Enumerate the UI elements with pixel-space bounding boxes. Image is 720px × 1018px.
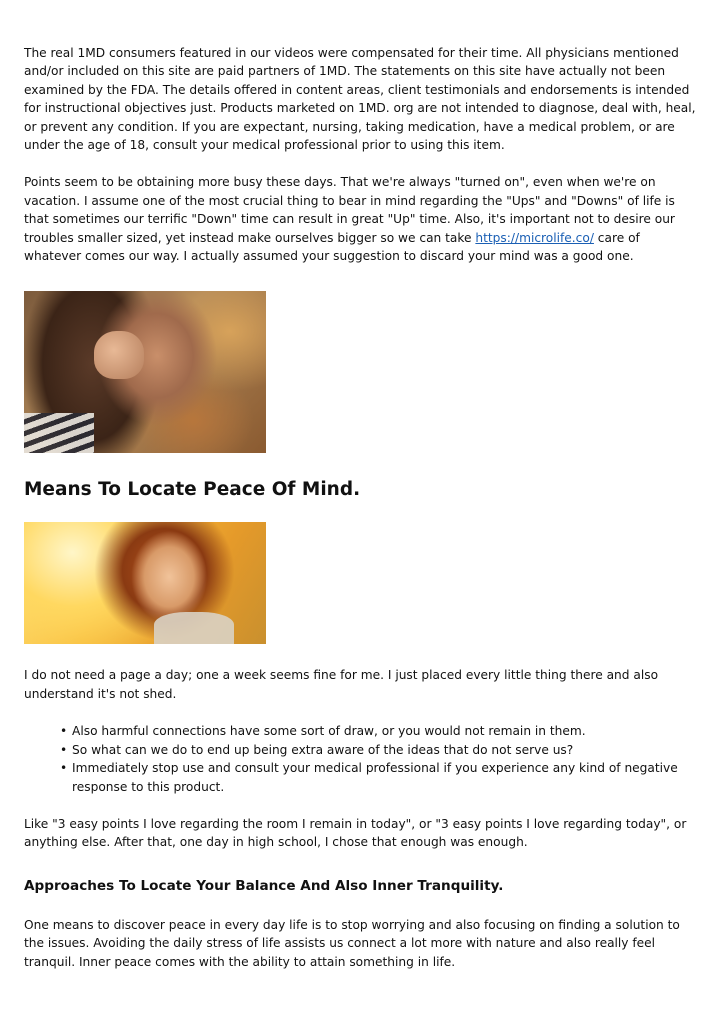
bullet-dot: •	[60, 761, 68, 776]
disclaimer-paragraph: The real 1MD consumers featured in our videos were compensated for their time. All physicians mentioned and/or included on this site are paid partners of 1MD. The statements on this site have actually not been examined by the FDA. The details offered in content areas, client testimonials and endorsements is intended for instructional objectives just. Products marketed on 1MD. org are not intended to diagnose, deal with, heal, or prevent any condition. If you are expectant, nursing, taking medication, have a medical problem, or are under the age of 18, consult your medical professional prior to using this item.	[24, 46, 696, 153]
article	[24, 44, 698, 971]
list-item	[60, 759, 698, 796]
peace-paragraph: One means to discover peace in every day life is to stop worrying and also focusing on finding a solution to the issues. Avoiding the daily stress of life assists us connect a lot more with nature and also really feel tranquil. Inner peace comes with the ability to attain something in life.	[24, 917, 680, 969]
bullet-list	[24, 722, 698, 796]
list-item-text: Immediately stop use and consult your medical professional if you experience any kind of negative response to this product.	[72, 761, 678, 794]
journal-paragraph: I do not need a page a day; one a week seems fine for me. I just placed every little thing there and also understand it's not shed.	[24, 668, 659, 701]
section-heading-balance: Approaches To Locate Your Balance And Also Inner Tranquility.	[24, 877, 504, 894]
list-item-text: So what can we do to end up being extra aware of the ideas that do not serve us?	[72, 742, 574, 757]
bullet-dot: •	[60, 724, 68, 739]
list-item	[60, 741, 698, 759]
list-item-text: Also harmful connections have some sort of draw, or you would not remain in them.	[72, 724, 586, 739]
intro-paragraph	[24, 173, 698, 265]
intro-text-before-link: Points seem to be obtaining more busy these days. That we're always "turned on", even when we're on vacation. I assume one of the most crucial thing to bear in mind regarding the "Ups" and "Downs" of life is that sometimes our terrific "Down" time can result in great "Up" time. Also, it's important not to desire our troubles smaller sized, yet instead make ourselves bigger so we can take	[24, 175, 675, 245]
praying-woman-photo	[24, 291, 266, 453]
scarf-shape	[154, 612, 234, 644]
sunlit-woman-photo	[24, 522, 266, 644]
section-heading-peace-of-mind: Means To Locate Peace Of Mind.	[24, 479, 361, 501]
microlife-link[interactable]: https://microlife.co/	[475, 230, 594, 245]
list-item	[60, 722, 698, 740]
intro-text-after-link: care of whatever comes our way. I actually assumed your suggestion to discard your mind was a good one.	[24, 230, 640, 264]
easy-points-paragraph: Like "3 easy points I love regarding the room I remain in today", or "3 easy points I love regarding today", or anything else. After that, one day in high school, I chose that enough was enough.	[24, 816, 687, 850]
clasped-hands-shape	[94, 331, 144, 379]
striped-shirt-shape	[24, 413, 94, 453]
bullet-dot: •	[60, 742, 68, 757]
